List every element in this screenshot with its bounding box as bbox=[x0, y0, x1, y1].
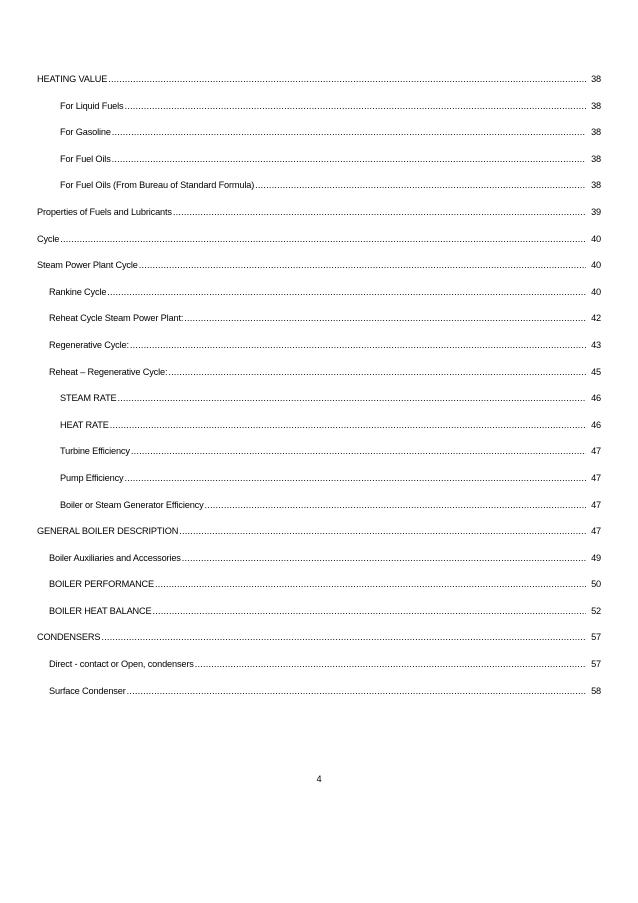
toc-dot-leader bbox=[131, 445, 586, 457]
toc-dot-leader bbox=[139, 259, 586, 271]
toc-entry-title: Reheat – Regenerative Cycle: bbox=[49, 366, 168, 377]
toc-entry-heating-value[interactable] bbox=[37, 73, 601, 100]
toc-entry-boiler-heat-balance[interactable] bbox=[37, 605, 601, 632]
toc-entry-title: BOILER HEAT BALANCE bbox=[49, 605, 152, 616]
page-number: 4 bbox=[316, 774, 322, 784]
toc-entry-title: HEATING VALUE bbox=[37, 74, 108, 84]
toc-entry-page: 58 bbox=[591, 685, 601, 696]
toc-dot-leader bbox=[124, 100, 586, 112]
toc-entry-title: Direct - contact or Open, condensers bbox=[49, 659, 194, 670]
toc-entry-reheat-regenerative-cycle[interactable] bbox=[37, 366, 601, 393]
toc-entry-page: 50 bbox=[591, 579, 601, 590]
toc-dot-leader bbox=[153, 605, 586, 617]
toc-entry-steam-rate[interactable] bbox=[37, 392, 601, 419]
toc-entry-page: 40 bbox=[591, 286, 601, 297]
toc-entry-page: 43 bbox=[591, 339, 601, 350]
toc-entry-page: 47 bbox=[591, 446, 601, 457]
toc-entry-title: Boiler or Steam Generator Efficiency bbox=[60, 499, 204, 510]
toc-dot-leader bbox=[60, 233, 586, 245]
toc-entry-title: Rankine Cycle bbox=[49, 286, 107, 297]
toc-dot-leader bbox=[127, 685, 586, 697]
toc-entry-title: For Fuel Oils bbox=[60, 153, 111, 164]
toc-entry-cycle[interactable] bbox=[37, 233, 601, 260]
toc-entry-title: Turbine Efficiency bbox=[60, 446, 130, 457]
toc-entry-reheat-cycle[interactable] bbox=[37, 312, 601, 339]
toc-dot-leader bbox=[179, 525, 586, 537]
toc-dot-leader bbox=[205, 499, 586, 511]
toc-entry-title: BOILER PERFORMANCE bbox=[49, 579, 155, 590]
toc-dot-leader bbox=[112, 153, 586, 165]
toc-entry-properties-of-fuels[interactable] bbox=[37, 206, 601, 233]
toc-entry-page: 38 bbox=[591, 74, 601, 84]
toc-dot-leader bbox=[124, 472, 586, 484]
toc-entry-title: Steam Power Plant Cycle bbox=[37, 260, 138, 271]
toc-dot-leader bbox=[182, 552, 586, 564]
toc-dot-leader bbox=[108, 73, 586, 85]
toc-entry-page: 47 bbox=[591, 499, 601, 510]
toc-entry-title: Reheat Cycle Steam Power Plant: bbox=[49, 313, 184, 324]
toc-entry-page: 39 bbox=[591, 206, 601, 217]
toc-entry-title: HEAT RATE bbox=[60, 419, 109, 430]
toc-entry-pump-efficiency[interactable] bbox=[37, 472, 601, 499]
toc-entry-steam-power-plant-cycle[interactable] bbox=[37, 259, 601, 286]
toc-entry-fuel-oils-bureau-formula[interactable] bbox=[37, 179, 601, 206]
toc-entry-title: Boiler Auxiliaries and Accessories bbox=[49, 552, 181, 563]
toc-entry-title: For Liquid Fuels bbox=[60, 100, 124, 111]
toc-entry-general-boiler-description[interactable] bbox=[37, 525, 601, 552]
toc-dot-leader bbox=[168, 366, 586, 378]
toc-entry-page: 47 bbox=[591, 526, 601, 537]
toc-entry-direct-contact-condensers[interactable] bbox=[37, 658, 601, 685]
toc-entry-page: 40 bbox=[591, 233, 601, 244]
toc-entry-page: 40 bbox=[591, 260, 601, 271]
toc-entry-page: 52 bbox=[591, 605, 601, 616]
toc-entry-page: 38 bbox=[591, 153, 601, 164]
toc-entry-title: STEAM RATE bbox=[60, 393, 117, 404]
toc-entry-for-fuel-oils[interactable] bbox=[37, 153, 601, 180]
toc-entry-boiler-efficiency[interactable] bbox=[37, 499, 601, 526]
toc-entry-rankine-cycle[interactable] bbox=[37, 286, 601, 313]
toc-entry-page: 38 bbox=[591, 127, 601, 138]
toc-dot-leader bbox=[107, 286, 586, 298]
toc-dot-leader bbox=[255, 179, 586, 191]
toc-entry-boiler-performance[interactable] bbox=[37, 578, 601, 605]
toc-entry-title: Cycle bbox=[37, 233, 60, 244]
toc-dot-leader bbox=[173, 206, 586, 218]
toc-entry-page: 45 bbox=[591, 366, 601, 377]
toc-entry-title: For Fuel Oils (From Bureau of Standard Formula) bbox=[60, 180, 255, 191]
toc-entry-page: 42 bbox=[591, 313, 601, 324]
toc-entry-page: 47 bbox=[591, 472, 601, 483]
toc-entry-title: For Gasoline bbox=[60, 127, 111, 138]
toc-dot-leader bbox=[155, 578, 586, 590]
toc-entry-heat-rate[interactable] bbox=[37, 419, 601, 446]
toc-entry-page: 57 bbox=[591, 632, 601, 643]
toc-entry-title: Pump Efficiency bbox=[60, 472, 124, 483]
toc-entry-surface-condenser[interactable] bbox=[37, 685, 601, 712]
toc-entry-title: GENERAL BOILER DESCRIPTION bbox=[37, 526, 179, 537]
toc-entry-page: 38 bbox=[591, 100, 601, 111]
toc-dot-leader bbox=[110, 419, 586, 431]
toc-dot-leader bbox=[118, 392, 586, 404]
toc-entry-page: 38 bbox=[591, 180, 601, 191]
toc-entry-title: Surface Condenser bbox=[49, 685, 126, 696]
toc-entry-page: 46 bbox=[591, 393, 601, 404]
toc-entry-for-gasoline[interactable] bbox=[37, 126, 601, 153]
toc-entry-page: 49 bbox=[591, 552, 601, 563]
toc-entry-regenerative-cycle[interactable] bbox=[37, 339, 601, 366]
toc-dot-leader bbox=[184, 312, 586, 324]
toc-dot-leader bbox=[101, 631, 586, 643]
toc-entry-page: 46 bbox=[591, 419, 601, 430]
toc-entry-page: 57 bbox=[591, 659, 601, 670]
toc-entry-boiler-auxiliaries[interactable] bbox=[37, 552, 601, 579]
toc-dot-leader bbox=[130, 339, 586, 351]
toc-entry-title: CONDENSERS bbox=[37, 632, 101, 643]
toc-dot-leader bbox=[112, 126, 586, 138]
toc-dot-leader bbox=[195, 658, 586, 670]
toc-entry-turbine-efficiency[interactable] bbox=[37, 445, 601, 472]
toc-entry-title: Regenerative Cycle: bbox=[49, 339, 129, 350]
table-of-contents bbox=[37, 73, 601, 711]
toc-entry-for-liquid-fuels[interactable] bbox=[37, 100, 601, 127]
toc-entry-condensers[interactable] bbox=[37, 631, 601, 658]
toc-entry-title: Properties of Fuels and Lubricants bbox=[37, 206, 172, 217]
